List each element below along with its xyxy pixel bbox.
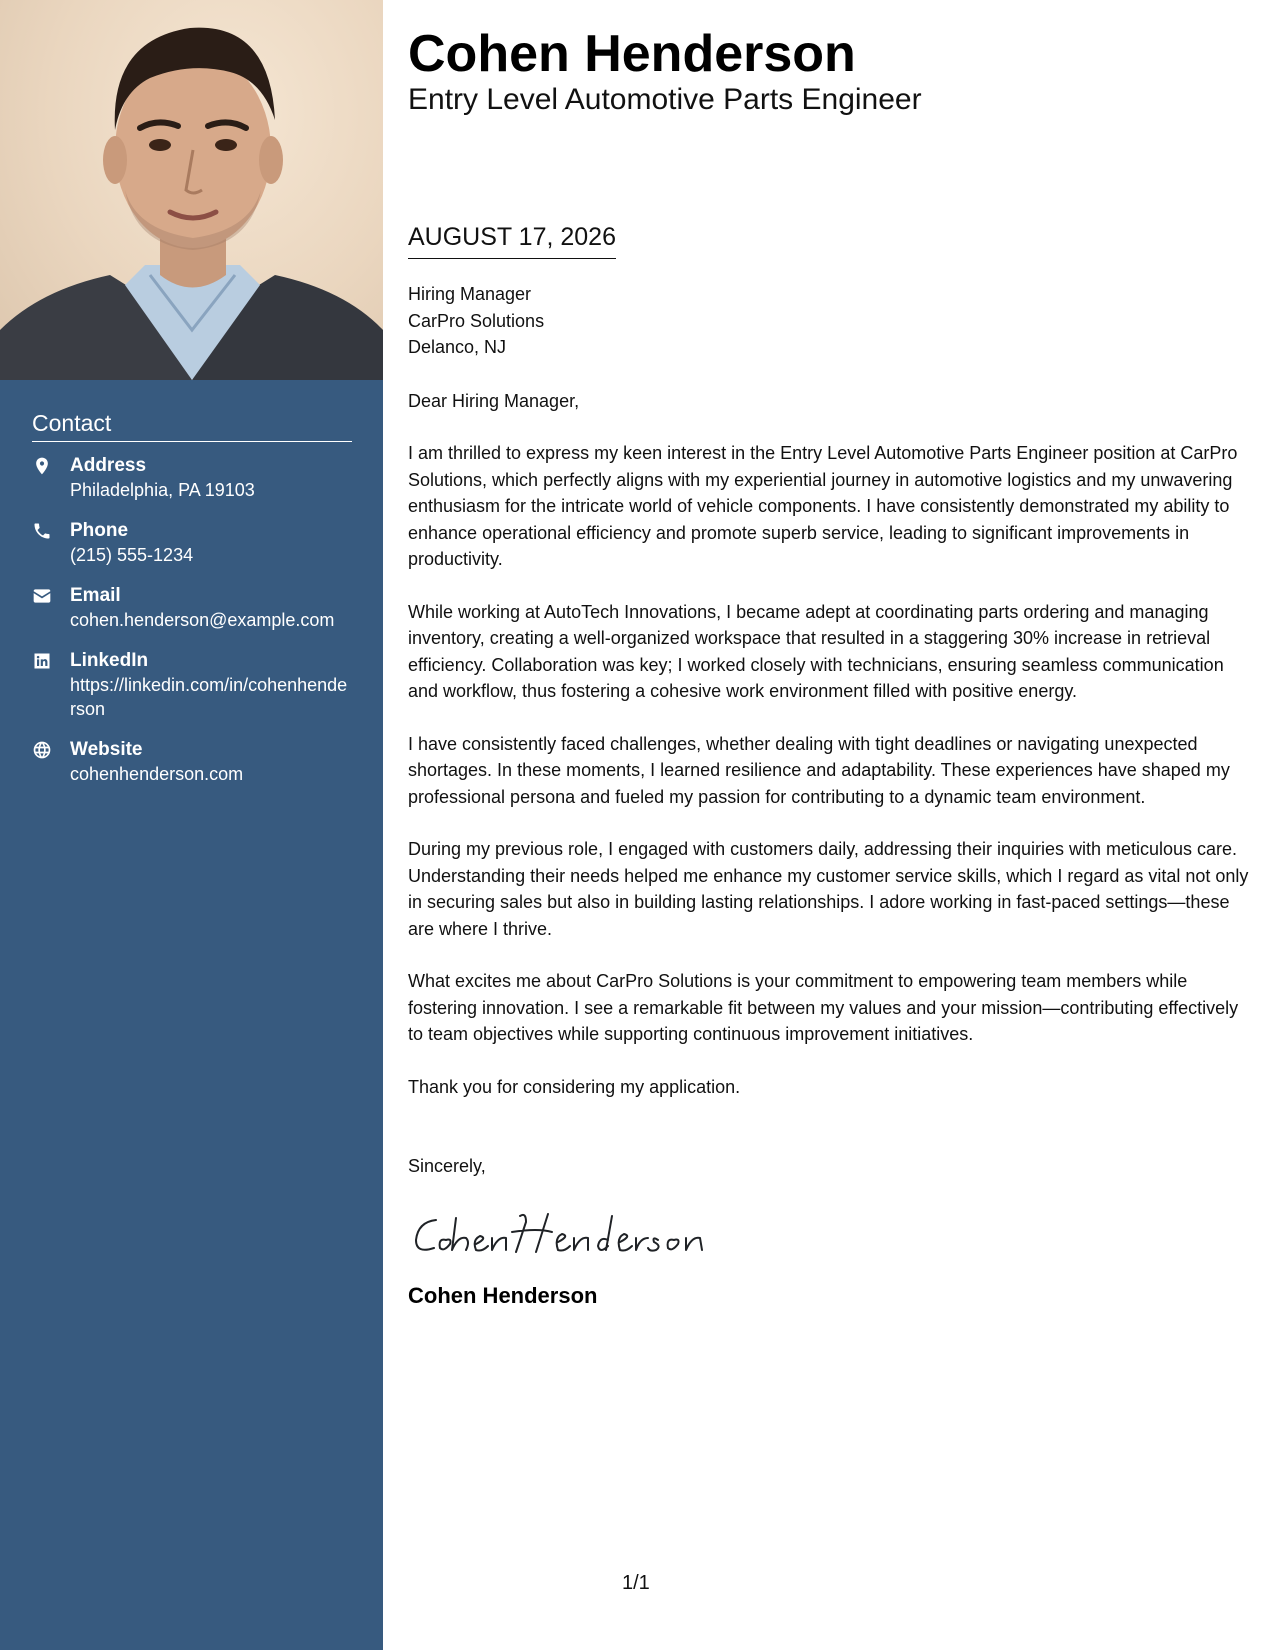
address-value: Philadelphia, PA 19103 bbox=[70, 480, 255, 500]
contact-section bbox=[32, 410, 352, 803]
email-value: cohen.henderson@example.com bbox=[70, 610, 335, 630]
paragraph: Thank you for considering my application. bbox=[408, 1076, 741, 1097]
sidebar bbox=[0, 0, 383, 1650]
signer-name: Cohen Henderson bbox=[408, 1282, 598, 1308]
contact-address bbox=[32, 454, 352, 502]
paragraph: While working at AutoTech Innovations, I became adept at coordinating parts ordering and managing inventory, creating a well-organized workspace that resulted in a staggering 30% increase in retrieval efficiency. Collaboration was key; I worked closely with technicians, ensuring seamless communication and workflow, thus fostering a cohesive work environment filled with positive energy. bbox=[408, 601, 1224, 701]
applicant-title: Entry Level Automotive Parts Engineer bbox=[408, 83, 922, 116]
applicant-name: Cohen Henderson bbox=[408, 25, 856, 83]
profile-photo bbox=[0, 0, 383, 380]
envelope-icon bbox=[32, 584, 70, 632]
linkedin-icon bbox=[32, 649, 70, 721]
recipient-location: Delanco, NJ bbox=[408, 337, 507, 357]
recipient-block bbox=[408, 281, 1253, 361]
letter-date: AUGUST 17, 2026 bbox=[408, 223, 616, 251]
greeting: Dear Hiring Manager, bbox=[408, 390, 580, 411]
address-label: Address bbox=[70, 455, 147, 476]
paragraph: During my previous role, I engaged with customers daily, addressing their inquiries with meticulous care. Understanding their needs helped me enhance my customer service skills, which I regard as vital not only in securing sales but also in building lasting relationships. I adore working in fast-paced settings—these are where I thrive. bbox=[408, 839, 1249, 939]
letter-body bbox=[408, 24, 1253, 1310]
globe-icon bbox=[32, 738, 70, 786]
contact-website bbox=[32, 738, 352, 786]
phone-label: Phone bbox=[70, 520, 129, 541]
website-label: Website bbox=[70, 739, 143, 760]
paragraph: What excites me about CarPro Solutions is your commitment to empowering team members while fostering innovation. I see a remarkable fit between my values and your mission—contributing effectively to team objectives while supporting continuous improvement initiatives. bbox=[408, 971, 1239, 1044]
page-number: 1/1 bbox=[622, 1572, 650, 1594]
date-block bbox=[408, 222, 616, 259]
linkedin-value: https://linkedin.com/in/cohenhenderson bbox=[70, 675, 348, 719]
recipient-title: Hiring Manager bbox=[408, 284, 532, 304]
phone-value: (215) 555-1234 bbox=[70, 545, 194, 565]
contact-heading: Contact bbox=[32, 410, 352, 442]
handwritten-signature bbox=[408, 1202, 728, 1262]
contact-linkedin bbox=[32, 649, 352, 721]
contact-email bbox=[32, 584, 352, 632]
paragraph: I have consistently faced challenges, whether dealing with tight deadlines or navigating unexpected shortages. In these moments, I learned resilience and adaptability. These experiences have shaped my professional persona and fueled my passion for contributing to a dynamic team environment. bbox=[408, 733, 1230, 807]
contact-phone bbox=[32, 519, 352, 567]
map-pin-icon bbox=[32, 454, 70, 502]
email-label: Email bbox=[70, 585, 121, 606]
closing: Sincerely, bbox=[408, 1156, 486, 1176]
recipient-company: CarPro Solutions bbox=[408, 310, 545, 331]
website-value: cohenhenderson.com bbox=[70, 764, 244, 784]
linkedin-label: LinkedIn bbox=[70, 650, 149, 671]
paragraph: I am thrilled to express my keen interest in the Entry Level Automotive Parts Engineer position at CarPro Solutions, which perfectly aligns with my experiential journey in automotive logistics and my unwavering enthusiasm for the intricate world of vehicle components. I have consistently demonstrated my ability to enhance operational efficiency and promote superb service, leading to significant improvements in productivity. bbox=[408, 443, 1238, 569]
phone-icon bbox=[32, 519, 70, 567]
